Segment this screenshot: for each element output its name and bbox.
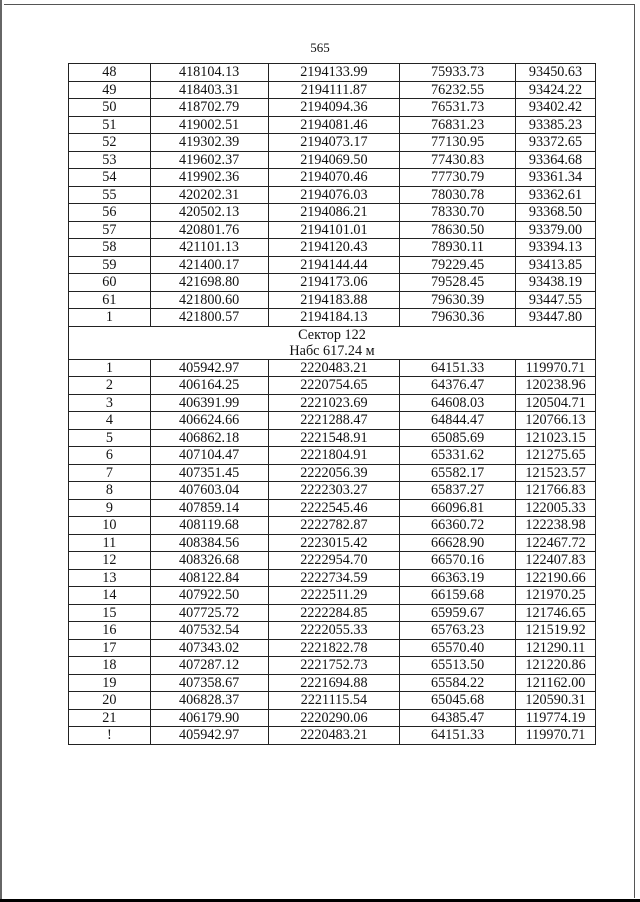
scan-top-edge — [4, 4, 634, 5]
table-cell: 407725.72 — [150, 604, 268, 622]
table-cell: 121746.65 — [516, 604, 596, 622]
table-cell: 66628.90 — [400, 534, 516, 552]
table-cell: 78930.11 — [400, 239, 516, 257]
table-cell: 77130.95 — [400, 134, 516, 152]
table-row — [69, 274, 596, 292]
table-cell: 75933.73 — [400, 64, 516, 82]
table-cell: 93450.63 — [516, 64, 596, 82]
table-cell: 406164.25 — [150, 377, 268, 395]
sector-title: Сектор 122 — [298, 326, 366, 343]
table-cell: ! — [69, 727, 151, 745]
table-row — [69, 517, 596, 535]
table-cell: 420202.31 — [150, 186, 268, 204]
table-row — [69, 204, 596, 222]
table-cell: 119970.71 — [516, 727, 596, 745]
table-row — [69, 377, 596, 395]
table-row — [69, 412, 596, 430]
table-cell: 420502.13 — [150, 204, 268, 222]
table-cell: 61 — [69, 291, 151, 309]
table-cell: 2221115.54 — [268, 692, 400, 710]
table-cell: 65584.22 — [400, 674, 516, 692]
table-cell: 93438.19 — [516, 274, 596, 292]
table-cell: 65513.50 — [400, 657, 516, 675]
table-row — [69, 482, 596, 500]
table-cell: 2194076.03 — [268, 186, 400, 204]
table-cell: 2194069.50 — [268, 151, 400, 169]
table-cell: 52 — [69, 134, 151, 152]
table-row — [69, 291, 596, 309]
table-cell: 120590.31 — [516, 692, 596, 710]
table-row — [69, 134, 596, 152]
table-cell: 405942.97 — [150, 359, 268, 377]
table-cell: 419302.39 — [150, 134, 268, 152]
table-row — [69, 309, 596, 327]
table-cell: 64385.47 — [400, 709, 516, 727]
table-cell: 407859.14 — [150, 499, 268, 517]
table-cell: 120504.71 — [516, 394, 596, 412]
table-cell: 121023.15 — [516, 429, 596, 447]
table-cell: 66363.19 — [400, 569, 516, 587]
table-cell: 93413.85 — [516, 256, 596, 274]
table-row — [69, 151, 596, 169]
table-cell: 119774.19 — [516, 709, 596, 727]
table-cell: 65045.68 — [400, 692, 516, 710]
table-body-before-sector — [69, 64, 596, 327]
table-cell: 2220754.65 — [268, 377, 400, 395]
table-cell: 2194133.99 — [268, 64, 400, 82]
table-cell: 58 — [69, 239, 151, 257]
table-cell: 121766.83 — [516, 482, 596, 500]
table-cell: 407922.50 — [150, 587, 268, 605]
table-cell: 406828.37 — [150, 692, 268, 710]
table-cell: 418104.13 — [150, 64, 268, 82]
table-cell: 66360.72 — [400, 517, 516, 535]
table-cell: 2 — [69, 377, 151, 395]
table-cell: 2194184.13 — [268, 309, 400, 327]
table-cell: 11 — [69, 534, 151, 552]
table-cell: 76831.23 — [400, 116, 516, 134]
table-row — [69, 186, 596, 204]
table-cell: 16 — [69, 622, 151, 640]
table-cell: 2221694.88 — [268, 674, 400, 692]
page-number: 565 — [310, 40, 330, 55]
table-cell: 4 — [69, 412, 151, 430]
table-row — [69, 727, 596, 745]
table-cell: 2221023.69 — [268, 394, 400, 412]
table-row — [69, 552, 596, 570]
table-row — [69, 587, 596, 605]
table-cell: 2194120.43 — [268, 239, 400, 257]
table-cell: 76232.55 — [400, 81, 516, 99]
table-cell: 1 — [69, 359, 151, 377]
table-cell: 407532.54 — [150, 622, 268, 640]
table-cell: 421101.13 — [150, 239, 268, 257]
table-cell: 407351.45 — [150, 464, 268, 482]
table-row — [69, 534, 596, 552]
table-cell: 93447.80 — [516, 309, 596, 327]
table-cell: 420801.76 — [150, 221, 268, 239]
table-cell: 2222782.87 — [268, 517, 400, 535]
table-cell: 407358.67 — [150, 674, 268, 692]
table-cell: 66159.68 — [400, 587, 516, 605]
table-cell: 76531.73 — [400, 99, 516, 117]
table-cell: 406624.66 — [150, 412, 268, 430]
table-cell: 65837.27 — [400, 482, 516, 500]
table-cell: 2222734.59 — [268, 569, 400, 587]
table-cell: 2194073.17 — [268, 134, 400, 152]
table-cell: 418403.31 — [150, 81, 268, 99]
table-cell: 77430.83 — [400, 151, 516, 169]
table-cell: 407287.12 — [150, 657, 268, 675]
table-cell: 79528.45 — [400, 274, 516, 292]
table-cell: 8 — [69, 482, 151, 500]
table-cell: 64608.03 — [400, 394, 516, 412]
table-cell: 2194111.87 — [268, 81, 400, 99]
table-cell: 2222056.39 — [268, 464, 400, 482]
sector-height: Набс 617.24 м — [289, 342, 375, 359]
table-cell: 93424.22 — [516, 81, 596, 99]
table-cell: 121970.25 — [516, 587, 596, 605]
table-cell: 93385.23 — [516, 116, 596, 134]
table-cell: 56 — [69, 204, 151, 222]
table-cell: 57 — [69, 221, 151, 239]
table-row — [69, 221, 596, 239]
table-row — [69, 622, 596, 640]
table-cell: 122407.83 — [516, 552, 596, 570]
table-cell: 419002.51 — [150, 116, 268, 134]
sector-header — [69, 326, 596, 359]
table-cell: 2194086.21 — [268, 204, 400, 222]
table-cell: 405942.97 — [150, 727, 268, 745]
table-cell: 122238.98 — [516, 517, 596, 535]
coordinates-table — [68, 63, 596, 745]
table-cell: 419902.36 — [150, 169, 268, 187]
table-cell: 64376.47 — [400, 377, 516, 395]
table-cell: 1 — [69, 309, 151, 327]
table-cell: 2194144.44 — [268, 256, 400, 274]
table-cell: 65959.67 — [400, 604, 516, 622]
table-cell: 121290.11 — [516, 639, 596, 657]
table-cell: 2222284.85 — [268, 604, 400, 622]
table-cell: 408384.56 — [150, 534, 268, 552]
table-cell: 2194173.06 — [268, 274, 400, 292]
table-row — [69, 239, 596, 257]
table-cell: 14 — [69, 587, 151, 605]
table-cell: 122190.66 — [516, 569, 596, 587]
table-cell: 93379.00 — [516, 221, 596, 239]
table-cell: 65085.69 — [400, 429, 516, 447]
table-cell: 120766.13 — [516, 412, 596, 430]
table-cell: 2221804.91 — [268, 447, 400, 465]
table-cell: 79630.39 — [400, 291, 516, 309]
table-cell: 2221752.73 — [268, 657, 400, 675]
table-cell: 121275.65 — [516, 447, 596, 465]
table-cell: 64151.33 — [400, 727, 516, 745]
table-cell: 13 — [69, 569, 151, 587]
table-cell: 51 — [69, 116, 151, 134]
table-cell: 65763.23 — [400, 622, 516, 640]
table-cell: 121523.57 — [516, 464, 596, 482]
table-cell: 122467.72 — [516, 534, 596, 552]
table-cell: 2222303.27 — [268, 482, 400, 500]
table-row — [69, 447, 596, 465]
table-cell: 66570.16 — [400, 552, 516, 570]
table-cell: 93394.13 — [516, 239, 596, 257]
table-cell: 59 — [69, 256, 151, 274]
table-cell: 65331.62 — [400, 447, 516, 465]
table-cell: 21 — [69, 709, 151, 727]
table-cell: 2222511.29 — [268, 587, 400, 605]
table-cell: 421800.57 — [150, 309, 268, 327]
table-cell: 121220.86 — [516, 657, 596, 675]
table-cell: 78330.70 — [400, 204, 516, 222]
table-cell: 408326.68 — [150, 552, 268, 570]
table-cell: 49 — [69, 81, 151, 99]
table-cell: 7 — [69, 464, 151, 482]
table-cell: 93362.61 — [516, 186, 596, 204]
table-row — [69, 674, 596, 692]
table-cell: 48 — [69, 64, 151, 82]
table-row — [69, 499, 596, 517]
sector-row — [69, 326, 596, 359]
sector-cell — [69, 326, 596, 359]
table-cell: 2222055.33 — [268, 622, 400, 640]
table-cell: 2221548.91 — [268, 429, 400, 447]
table-cell: 406391.99 — [150, 394, 268, 412]
table-cell: 9 — [69, 499, 151, 517]
table-cell: 2194101.01 — [268, 221, 400, 239]
table-cell: 406179.90 — [150, 709, 268, 727]
table-cell: 10 — [69, 517, 151, 535]
table-row — [69, 692, 596, 710]
table-cell: 79229.45 — [400, 256, 516, 274]
table-cell: 2223015.42 — [268, 534, 400, 552]
table-body-after-sector — [69, 359, 596, 744]
table-cell: 421800.60 — [150, 291, 268, 309]
table-cell: 77730.79 — [400, 169, 516, 187]
table-cell: 2222954.70 — [268, 552, 400, 570]
table-cell: 121519.92 — [516, 622, 596, 640]
table-cell: 2194070.46 — [268, 169, 400, 187]
table-row — [69, 429, 596, 447]
table-cell: 418702.79 — [150, 99, 268, 117]
table-cell: 17 — [69, 639, 151, 657]
table-cell: 5 — [69, 429, 151, 447]
table-row — [69, 464, 596, 482]
table-cell: 119970.71 — [516, 359, 596, 377]
table-row — [69, 169, 596, 187]
table-cell: 419602.37 — [150, 151, 268, 169]
table-cell: 2194094.36 — [268, 99, 400, 117]
table-row — [69, 256, 596, 274]
table-cell: 15 — [69, 604, 151, 622]
table-cell: 78030.78 — [400, 186, 516, 204]
table-row — [69, 81, 596, 99]
table-cell: 121162.00 — [516, 674, 596, 692]
scan-right-edge — [634, 4, 635, 898]
table-cell: 65582.17 — [400, 464, 516, 482]
table-cell: 120238.96 — [516, 377, 596, 395]
table-cell: 2220290.06 — [268, 709, 400, 727]
table-row — [69, 639, 596, 657]
table-cell: 65570.40 — [400, 639, 516, 657]
table-cell: 66096.81 — [400, 499, 516, 517]
table-cell: 408119.68 — [150, 517, 268, 535]
table-cell: 2221288.47 — [268, 412, 400, 430]
table-cell: 421698.80 — [150, 274, 268, 292]
table-cell: 60 — [69, 274, 151, 292]
table-cell: 2221822.78 — [268, 639, 400, 657]
table-row — [69, 116, 596, 134]
table-row — [69, 604, 596, 622]
table-cell: 2222545.46 — [268, 499, 400, 517]
table-row — [69, 657, 596, 675]
table-cell: 93372.65 — [516, 134, 596, 152]
table-cell: 406862.18 — [150, 429, 268, 447]
table-row — [69, 359, 596, 377]
table-cell: 93368.50 — [516, 204, 596, 222]
table-cell: 2220483.21 — [268, 727, 400, 745]
table-cell: 64151.33 — [400, 359, 516, 377]
table-cell: 93402.42 — [516, 99, 596, 117]
table-cell: 3 — [69, 394, 151, 412]
table-row — [69, 709, 596, 727]
table-cell: 408122.84 — [150, 569, 268, 587]
table-cell: 64844.47 — [400, 412, 516, 430]
scan-left-edge — [0, 0, 2, 902]
table-cell: 12 — [69, 552, 151, 570]
table-cell: 20 — [69, 692, 151, 710]
table-cell: 407343.02 — [150, 639, 268, 657]
table-cell: 93447.55 — [516, 291, 596, 309]
table-cell: 50 — [69, 99, 151, 117]
table-cell: 6 — [69, 447, 151, 465]
table-row — [69, 64, 596, 82]
table-cell: 93364.68 — [516, 151, 596, 169]
table-cell: 2220483.21 — [268, 359, 400, 377]
table-cell: 421400.17 — [150, 256, 268, 274]
table-row — [69, 394, 596, 412]
table-cell: 2194183.88 — [268, 291, 400, 309]
table-cell: 93361.34 — [516, 169, 596, 187]
table-cell: 18 — [69, 657, 151, 675]
table-cell: 78630.50 — [400, 221, 516, 239]
table-row — [69, 99, 596, 117]
table-cell: 54 — [69, 169, 151, 187]
table-row — [69, 569, 596, 587]
table-cell: 53 — [69, 151, 151, 169]
table-cell: 79630.36 — [400, 309, 516, 327]
table-cell: 19 — [69, 674, 151, 692]
table-cell: 122005.33 — [516, 499, 596, 517]
table-cell: 407104.47 — [150, 447, 268, 465]
table-cell: 407603.04 — [150, 482, 268, 500]
table-cell: 2194081.46 — [268, 116, 400, 134]
table-cell: 55 — [69, 186, 151, 204]
